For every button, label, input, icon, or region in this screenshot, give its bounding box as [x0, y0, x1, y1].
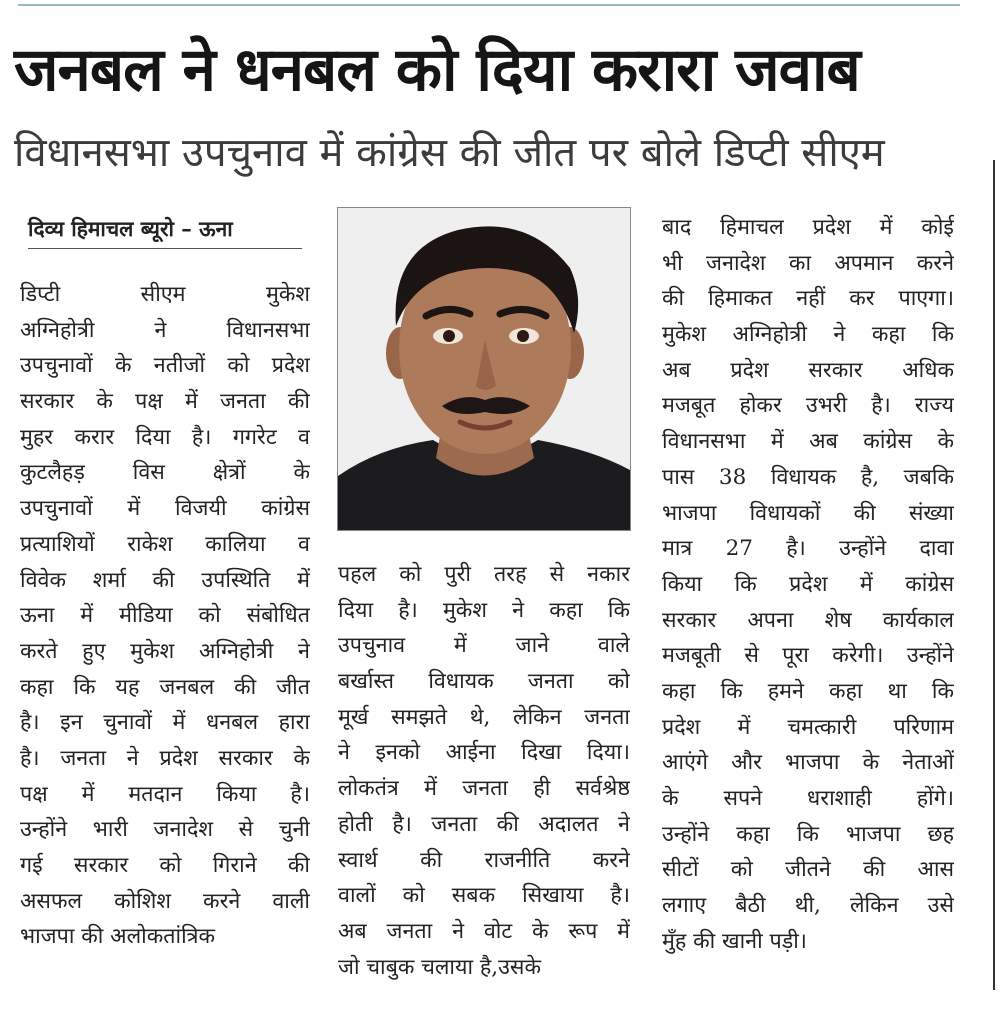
article-line: भी जनादेश का अपमान करने [662, 250, 954, 276]
portrait-illustration [338, 208, 630, 530]
subheadline: विधानसभा उपचुनाव में कांग्रेस की जीत पर बोले डिप्टी सीएम [14, 130, 885, 176]
article-line: मूर्ख समझते थे, लेकिन जनता [338, 704, 630, 730]
article-line: अग्निहोत्री ने विधानसभा [20, 317, 310, 343]
article-line: ने इनको आईना दिखा दिया। [338, 740, 630, 766]
article-line: उन्होंने भारी जनादेश से चुनी [20, 817, 310, 843]
article-line: किया कि प्रदेश में कांग्रेस [662, 571, 954, 597]
article-line: विवेक शर्मा की उपस्थिति में [20, 567, 310, 593]
article-line: स्वार्थ की राजनीति करने [338, 847, 630, 873]
article-column-2 [338, 557, 630, 985]
article-line: पहल को पुरी तरह से नकार [338, 562, 630, 587]
right-column-rule [993, 160, 995, 990]
article-line: उपचुनावों में विजयी कांग्रेस [20, 496, 310, 522]
article-line: अब प्रदेश सरकार अधिक [662, 357, 954, 383]
article-line: है। जनता ने प्रदेश सरकार के [20, 745, 310, 771]
article-line: होती है। जनता की अदालत ने [338, 811, 630, 837]
article-line: मात्र 27 है। उन्होंने दावा [662, 536, 954, 562]
article-line: मुँह की खानी पड़ी। [662, 928, 807, 954]
article-line: सीटों को जीतने की आस [662, 857, 954, 883]
article-line: है। इन चुनावों में धनबल हारा [20, 710, 310, 736]
article-line: भाजपा की अलोकतांत्रिक [20, 924, 216, 950]
article-line: प्रत्याशियों राकेश कालिया व [20, 531, 310, 557]
article-line: उपचुनाव में जाने वाले [338, 633, 630, 659]
article-line: ऊना में मीडिया को संबोधित [20, 603, 310, 629]
article-line: भाजपा विधायकों की संख्या [662, 500, 954, 526]
article-line: करते हुए मुकेश अग्निहोत्री ने [20, 638, 310, 664]
article-line: मुहर करार दिया है। गगरेट व [20, 424, 310, 450]
article-line: लगाए बैठी थी, लेकिन उसे [662, 893, 954, 919]
article-line: जो चाबुक चलाया है,उसके [338, 954, 541, 980]
byline: दिव्य हिमाचल ब्यूरो – ऊना [28, 212, 302, 249]
article-line: पास 38 विधायक है, जबकि [662, 464, 954, 490]
article-line: अब जनता ने वोट के रूप में [338, 918, 630, 944]
headline: जनबल ने धनबल को दिया करारा जवाब [14, 35, 860, 105]
article-line: दिया है। मुकेश ने कहा कि [338, 597, 630, 623]
top-border-rule [18, 0, 960, 6]
article-line: कुटलैहड़ विस क्षेत्रों के [20, 460, 310, 486]
article-line: के सपने धराशाही होंगे। [662, 786, 954, 811]
article-line: कहा कि यह जनबल की जीत [20, 674, 310, 700]
article-line: गई सरकार को गिराने की [20, 853, 310, 878]
article-line: उपचुनावों के नतीजों को प्रदेश [20, 353, 310, 379]
article-line: सरकार अपना शेष कार्यकाल [662, 607, 954, 633]
article-column-3 [662, 210, 954, 959]
article-line: लोकतंत्र में जनता ही सर्वश्रेष्ठ [338, 776, 630, 802]
article-line: आएंगे और भाजपा के नेताओं [662, 750, 954, 776]
article-line: वालों को सबक सिखाया है। [338, 883, 630, 909]
article-line: की हिमाकत नहीं कर पाएगा। [662, 286, 954, 312]
article-line: सरकार के पक्ष में जनता की [20, 389, 310, 415]
article-column-1 [20, 277, 310, 955]
article-line: मजबूत होकर उभरी है। राज्य [662, 393, 954, 419]
article-line: मजबूती से पूरा करेगी। उन्होंने [662, 643, 954, 669]
article-line: कहा कि हमने कहा था कि [662, 678, 954, 704]
article-line: बर्खास्त विधायक जनता को [338, 669, 630, 695]
portrait-photo [337, 207, 631, 531]
article-line: मुकेश अग्निहोत्री ने कहा कि [662, 322, 954, 348]
article-line: पक्ष में मतदान किया है। [20, 781, 310, 807]
article-line: प्रदेश में चमत्कारी परिणाम [662, 714, 954, 740]
article-line: विधानसभा में अब कांग्रेस के [662, 429, 954, 455]
article-line: बाद हिमाचल प्रदेश में कोई [662, 215, 954, 240]
article-line: उन्होंने कहा कि भाजपा छह [662, 821, 954, 847]
article-line: असफल कोशिश करने वाली [20, 888, 310, 914]
article-line: डिप्टी सीएम मुकेश [20, 282, 310, 307]
